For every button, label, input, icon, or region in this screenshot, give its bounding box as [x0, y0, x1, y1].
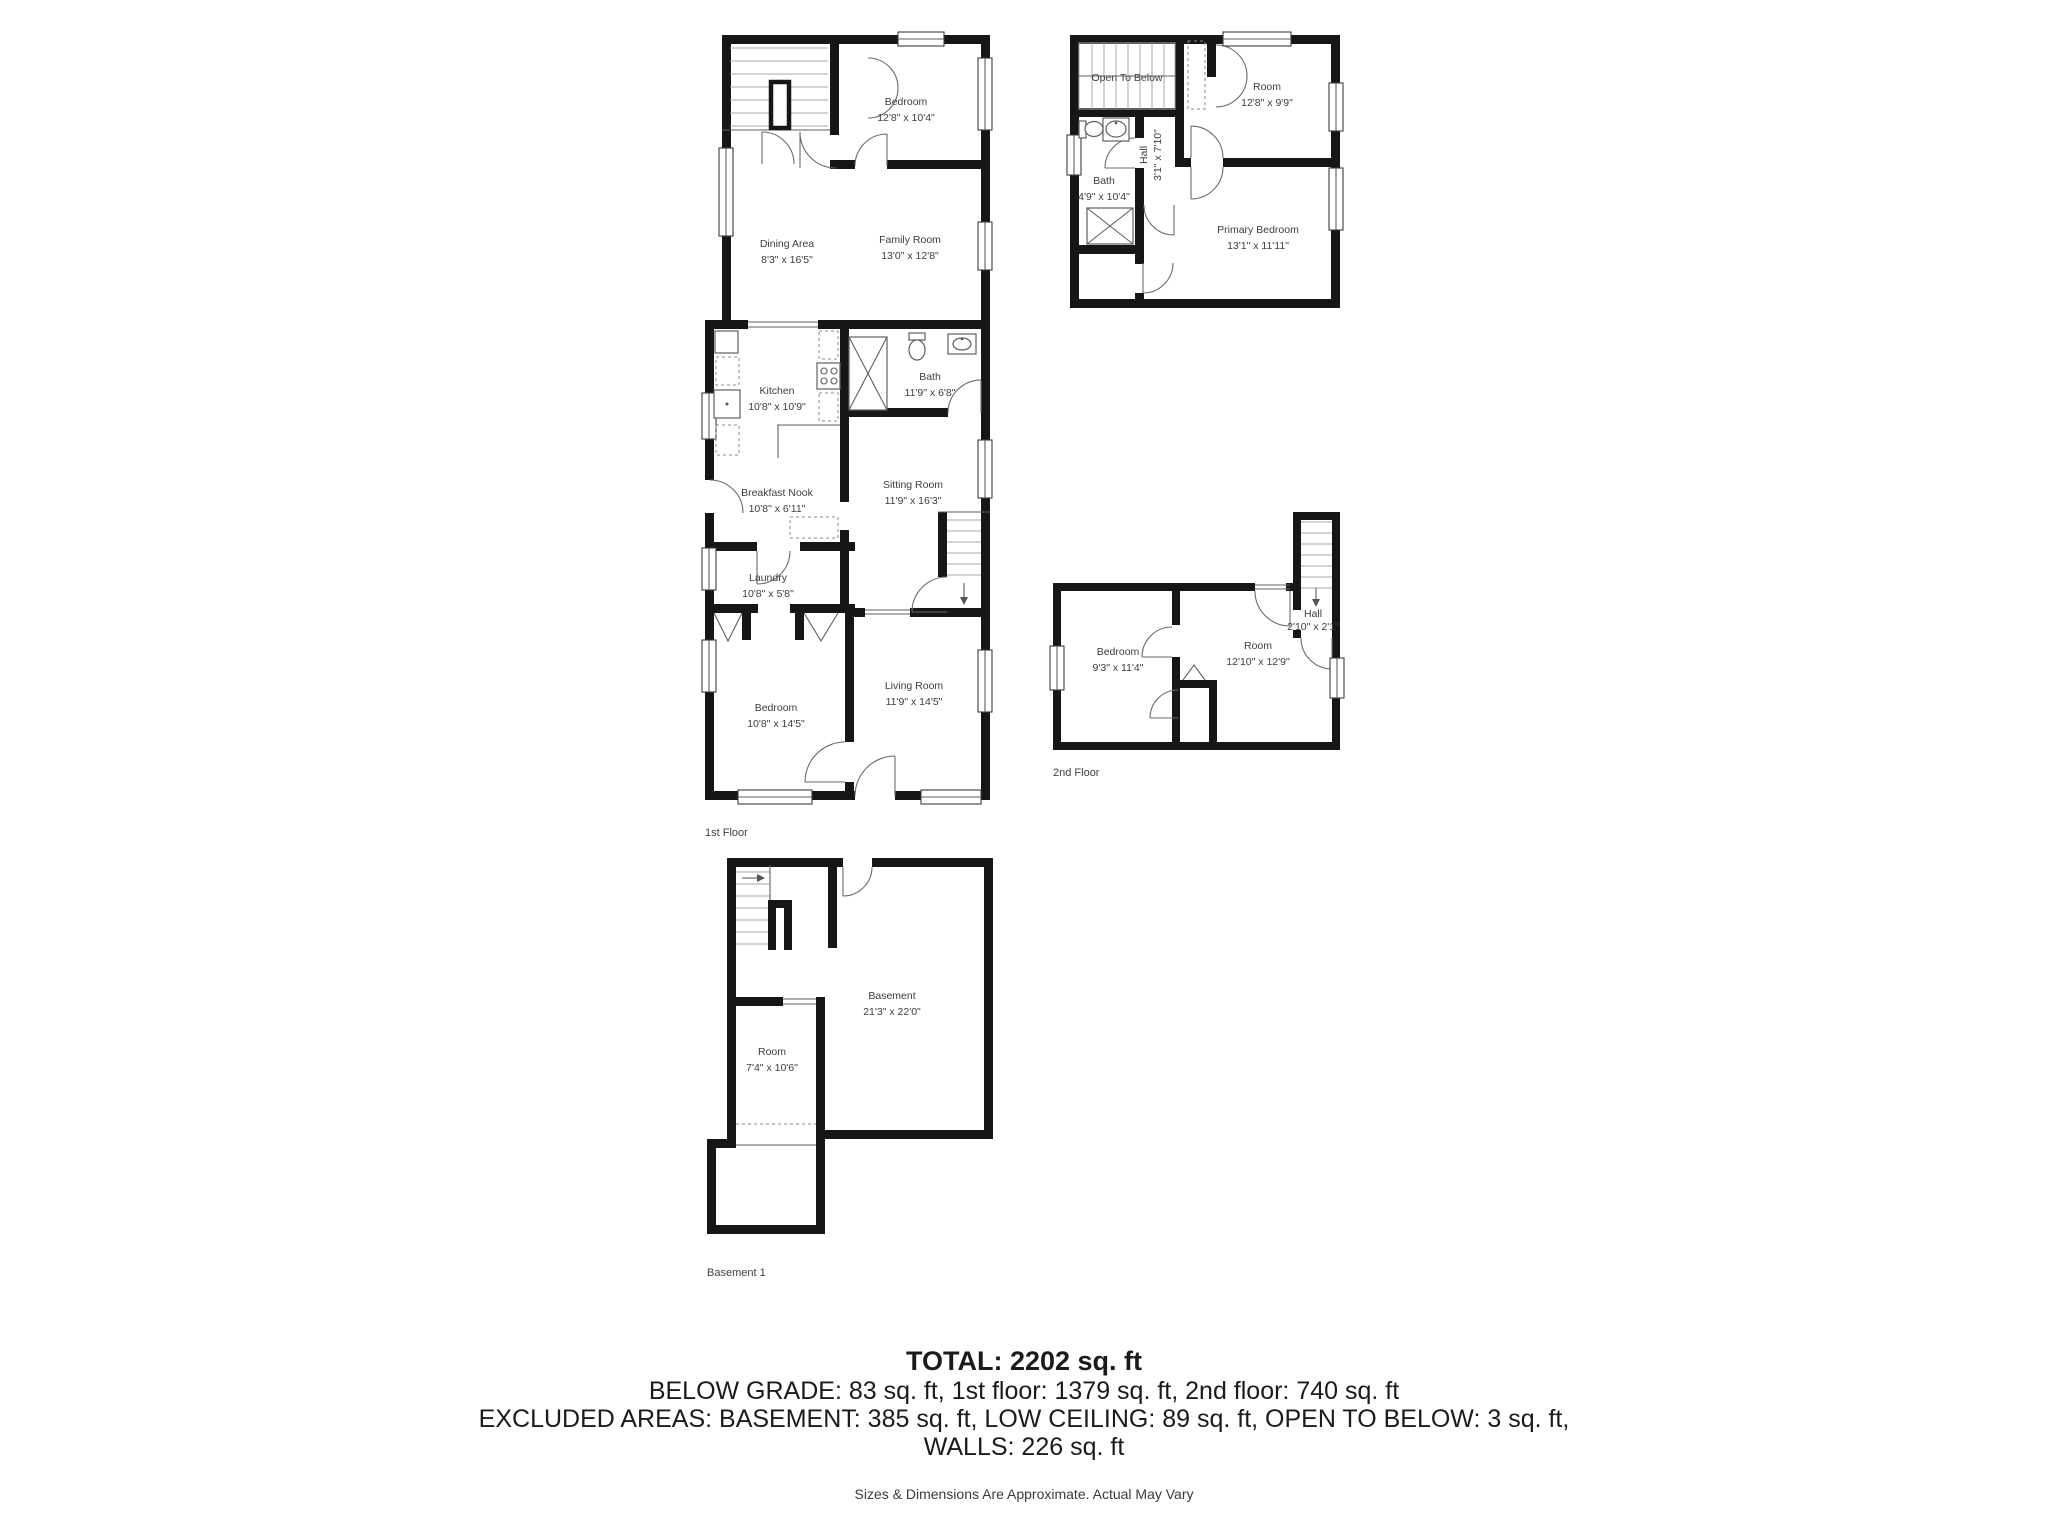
room-label-breakfast: Breakfast Nook	[741, 487, 813, 499]
room-dims-kitchen: 10'8" x 10'9"	[748, 401, 806, 413]
excluded-areas-text: EXCLUDED AREAS: BASEMENT: 385 sq. ft, LOW CEILING: 89 sq. ft, OPEN TO BELOW: 3 sq. ft,	[478, 1405, 1570, 1433]
room-label-bedroom-2nd: Bedroom	[1096, 646, 1140, 658]
room-dims-bedroom-bottom: 10'8" x 14'5"	[747, 718, 805, 730]
room-label-room-2nd: Room	[1243, 640, 1273, 652]
room-label-sitting: Sitting Room	[882, 479, 944, 491]
basement-plan	[700, 850, 1000, 1280]
room-label-basement: Basement	[868, 990, 916, 1002]
room-label-family: Family Room	[879, 234, 941, 246]
room-dims-breakfast: 10'8" x 6'11"	[748, 503, 806, 515]
room-dims-primary-bedroom: 13'1" x 11'11"	[1227, 240, 1289, 252]
area-summary	[0, 1346, 2048, 1461]
basement-doors	[843, 867, 872, 896]
floor-label-first: 1st Floor	[705, 827, 748, 839]
second-room-labels	[1093, 608, 1340, 674]
basement-stairs	[736, 865, 792, 950]
room-dims-basement: 21'3" x 22'0"	[863, 1006, 921, 1018]
room-label-bath-upper: Bath	[1093, 175, 1115, 187]
room-dims-bedroom-top: 12'8" x 10'4"	[877, 112, 935, 124]
room-label-bedroom-bottom: Bedroom	[754, 702, 798, 714]
walls-area-text: WALLS: 226 sq. ft	[923, 1433, 1125, 1461]
room-dims-room-2nd: 12'10" x 12'9"	[1226, 656, 1290, 668]
room-dims-dining: 8'3" x 16'5"	[761, 254, 813, 266]
floor-label-basement: Basement 1	[707, 1267, 766, 1279]
second-floor-plan	[1048, 505, 1348, 785]
room-label-open-to-below: Open To Below	[1091, 72, 1163, 84]
second-doors	[1142, 585, 1332, 718]
room-dims-family: 13'0" x 12'8"	[881, 250, 939, 262]
room-dims-room-upper: 12'8" x 9'9"	[1241, 97, 1293, 109]
first-floor-interior-walls	[705, 35, 990, 791]
basement-exterior-walls	[707, 858, 993, 1234]
room-dims-bedroom-2nd: 9'3" x 11'4"	[1092, 662, 1144, 674]
second-floor-upper-plan	[1065, 30, 1350, 320]
room-label-room-upper: Room	[1252, 81, 1282, 93]
total-area-text: TOTAL: 2202 sq. ft	[905, 1346, 1143, 1376]
room-dims-room-basement: 7'4" x 10'6"	[746, 1062, 798, 1074]
room-dims-hall-upper: 3'1" x 7'10"	[1152, 129, 1164, 181]
room-label-bedroom-top: Bedroom	[884, 96, 928, 108]
room-label-primary-bedroom: Primary Bedroom	[1217, 224, 1299, 236]
room-label-kitchen: Kitchen	[759, 385, 795, 397]
room-dims-bath-upper: 4'9" x 10'4"	[1078, 191, 1130, 203]
room-dims-hall-2nd: 2'10" x 2'1"	[1287, 621, 1339, 633]
room-dims-living: 11'9" x 14'5"	[885, 696, 943, 708]
room-dims-laundry: 10'8" x 5'8"	[742, 588, 794, 600]
room-label-hall-2nd: Hall	[1303, 608, 1323, 620]
room-label-room-basement: Room	[757, 1046, 787, 1058]
room-label-hall-upper: Hall	[1138, 145, 1150, 165]
first-floor-plan	[690, 25, 1005, 840]
room-label-laundry: Laundry	[749, 572, 787, 584]
room-dims-bath1: 11'9" x 6'8"	[904, 387, 956, 399]
floor-label-second: 2nd Floor	[1053, 767, 1100, 779]
room-label-bath1: Bath	[919, 371, 941, 383]
room-dims-sitting: 11'9" x 16'3"	[884, 495, 942, 507]
disclaimer-text: Sizes & Dimensions Are Approximate. Actual May Vary	[854, 1486, 1194, 1502]
room-label-dining: Dining Area	[759, 238, 815, 250]
room-label-living: Living Room	[884, 680, 944, 692]
second-stairs	[1301, 522, 1332, 607]
floor-areas-text: BELOW GRADE: 83 sq. ft, 1st floor: 1379 sq. ft, 2nd floor: 740 sq. ft	[648, 1377, 1400, 1405]
